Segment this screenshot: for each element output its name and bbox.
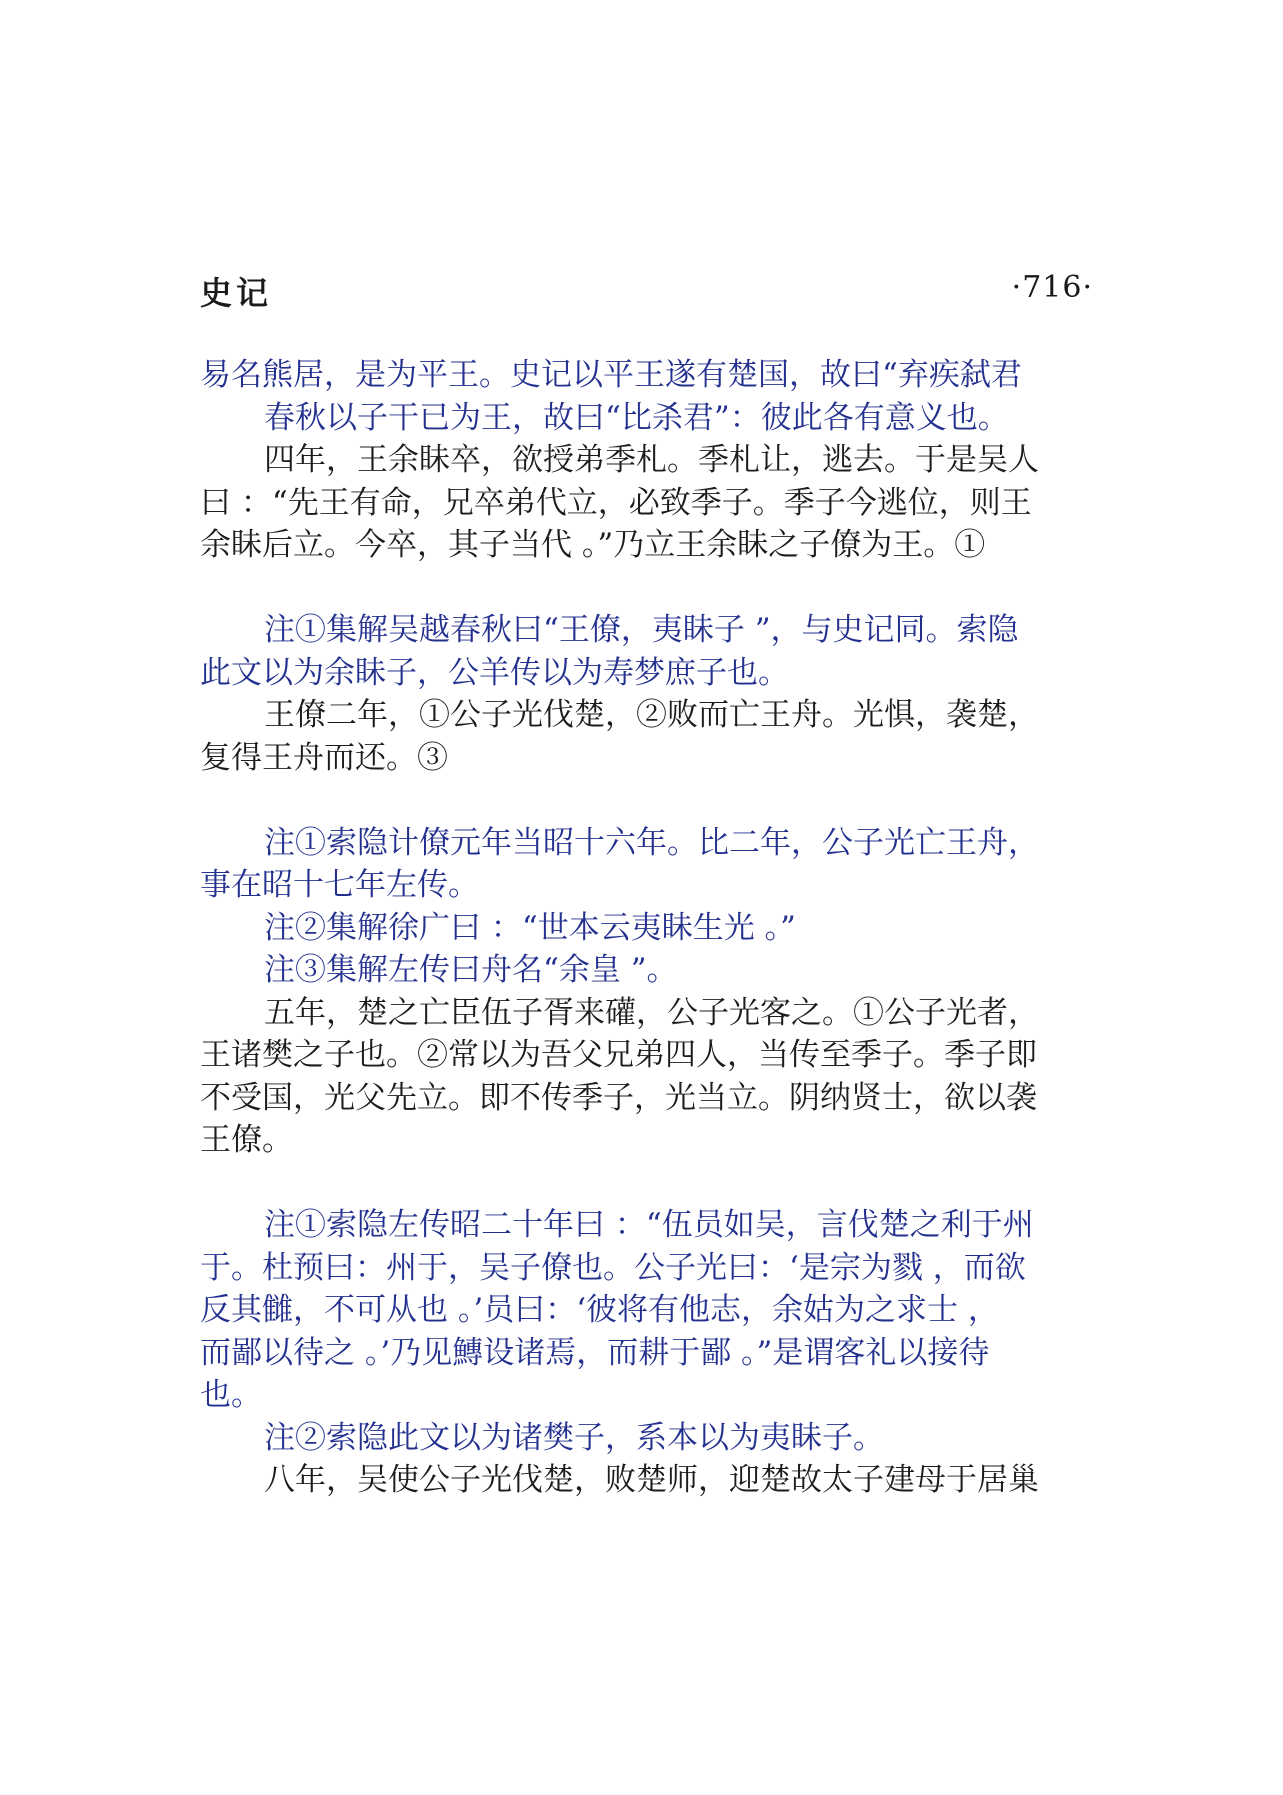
page-number: ·716· [1011,270,1093,305]
note-line: 注①索隐计僚元年当昭十六年。比二年，公子光亡王舟， [264,824,1039,861]
text-line: 五年，楚之亡臣伍子胥来礶，公子光客之。①公子光者， [264,994,1039,1031]
text-line: 王僚。 [200,1122,293,1158]
note-line: 也。 [200,1377,262,1413]
paragraph-gap [200,1162,1100,1205]
note-line: 注③集解左传曰舟名“余皇 ”。 [264,952,678,988]
note-line: 事在昭十七年左传。 [200,867,479,903]
text-line: 易名熊居，是为平王。史记以平王遂有楚国，故曰“弃疾弑君 [200,357,1022,393]
text-line: 王僚二年，①公子光伐楚，②败而亡王舟。光惧，袭楚， [264,697,1039,733]
note-line: 注②集解徐广曰 ：“世本云夷眛生光 。” [264,909,796,946]
text-line: 复得王舟而还。③ [200,739,448,776]
text-line: 四年，王余眛卒，欲授弟季札。季札让，逃去。于是吴人 [264,442,1039,478]
note-line: 注②索隐此文以为诸樊子，系本以为夷眛子。 [264,1419,884,1456]
note-line: 注①索隐左传昭二十年曰 ：“伍员如吴，言伐楚之利于州 [264,1207,1034,1243]
text-line: 八年，吴使公子光伐楚，败楚师，迎楚故太子建母于居巢 [264,1462,1039,1498]
text-line: 春秋以子干已为王，故曰“比杀君”：彼此各有意义也。 [264,399,1009,436]
text-line: 王诸樊之子也。②常以为吾父兄弟四人，当传至季子。季子即 [200,1037,1037,1073]
note-line: 反其雠，不可从也 。’员曰：‘彼将有他志，余姑为之求士 ， [200,1292,999,1328]
note-line: 而鄙以待之 。’乃见鱄设诸焉，而耕于鄙 。”是谓客礼以接待 [200,1334,990,1371]
note-line: 注①集解吴越春秋曰“王僚，夷眛子 ”，与史记同。索隐 [264,612,1019,648]
paragraph-gap [200,779,1100,822]
text-line: 曰 ：“先王有命，兄卒弟代立，必致季子。季子今逃位，则王 [200,484,1032,521]
running-header-title: 史记 [200,274,273,312]
note-line: 于。杜预曰：州于，吴子僚也。公子光曰：‘是宗为戮 ，而欲 [200,1249,1026,1286]
paragraph-gap [200,567,1100,610]
page-body [200,354,1100,1502]
note-line: 此文以为余眛子，公羊传以为寿梦庶子也。 [200,654,789,691]
text-line: 不受国，光父先立。即不传季子，光当立。阴纳贤士，欲以袭 [200,1079,1037,1116]
text-line: 余眛后立。今卒，其子当代 。”乃立王余眛之子僚为王。① [200,527,986,563]
